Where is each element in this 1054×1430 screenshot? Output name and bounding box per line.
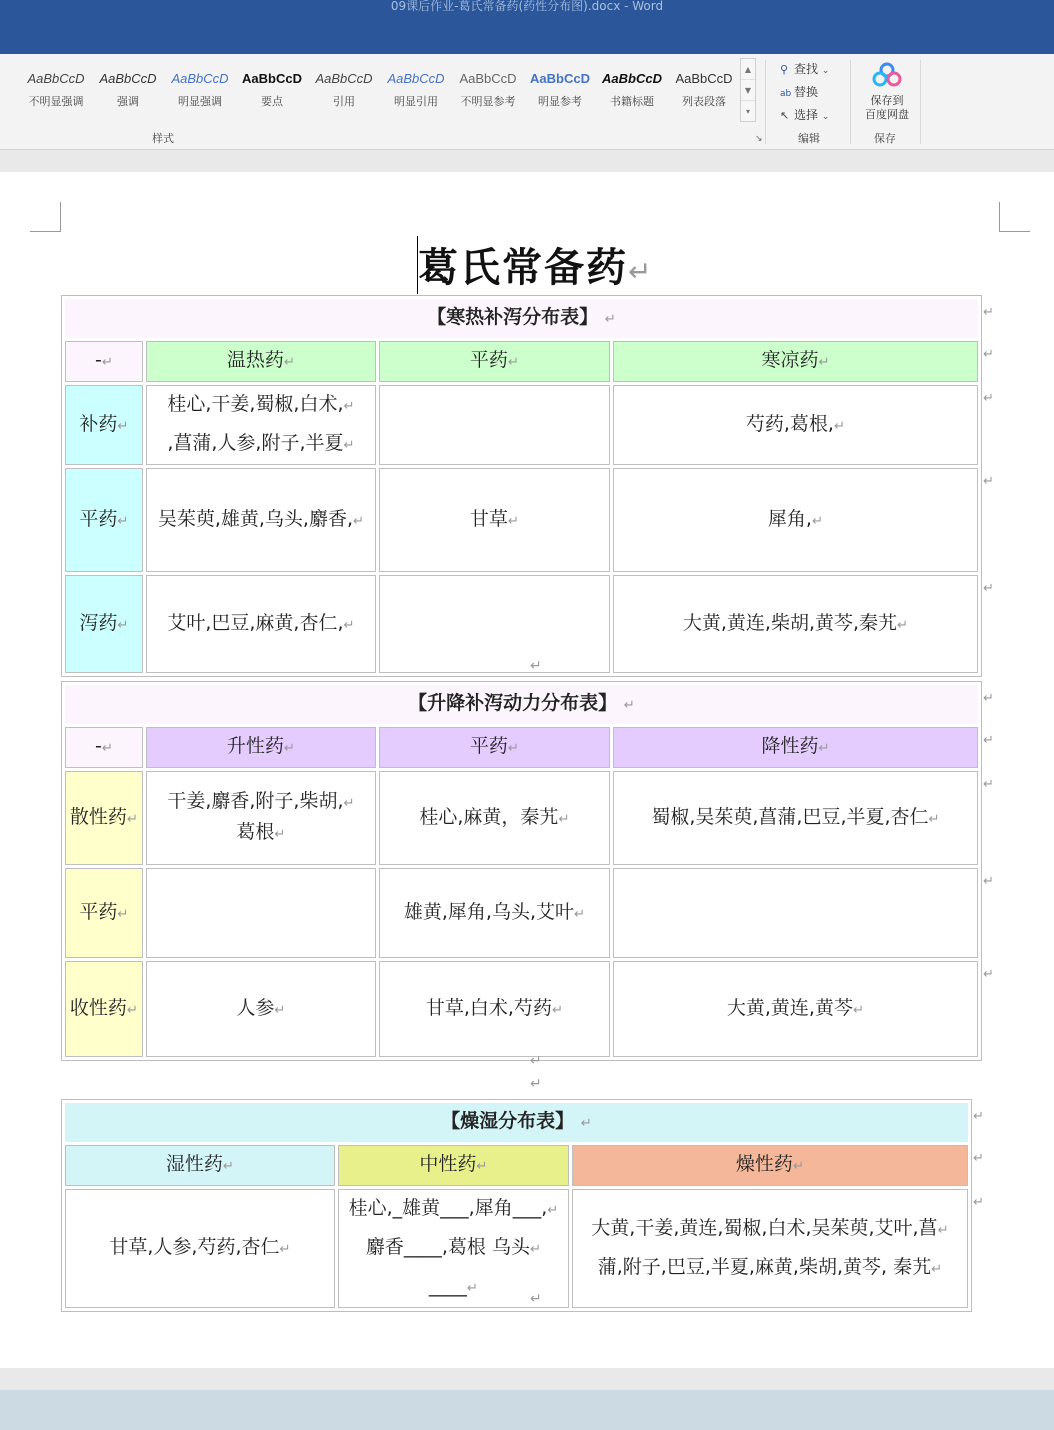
cell-mark-icon: ↵ xyxy=(222,1159,235,1174)
style-item[interactable] xyxy=(524,70,596,109)
table-caption xyxy=(65,1103,968,1142)
style-label: 明显引用 xyxy=(394,95,438,108)
style-item[interactable] xyxy=(596,70,668,109)
paragraph-mark-icon: ↵ xyxy=(530,1291,542,1307)
row-label-cell[interactable] xyxy=(65,575,143,673)
table-caption-text: 【升降补泻动力分布表】 xyxy=(408,692,618,714)
cell-text: 大黄,黄连,黄芩 xyxy=(726,996,853,1019)
style-label: 列表段落 xyxy=(682,95,726,108)
cell-mark-icon: ↵ xyxy=(353,513,365,529)
header-cell[interactable] xyxy=(379,341,610,382)
cell-text: 甘草,白术,芍药 xyxy=(425,996,552,1019)
row-end-mark-icon: ↵ xyxy=(973,1151,984,1166)
cell-mark-icon: ↵ xyxy=(126,1002,139,1018)
cell-mark-icon: ↵ xyxy=(507,741,520,756)
cell-text: 艾叶,巴豆,麻黄,杏仁, xyxy=(167,611,344,634)
cell-mark-icon: ↵ xyxy=(818,355,830,370)
select-label: 选择 xyxy=(794,108,819,122)
row-end-mark-icon: ↵ xyxy=(983,967,994,982)
cell-text: 吴茱萸,雄黄,乌头,麝香, xyxy=(157,507,353,530)
table-cell[interactable] xyxy=(613,468,978,572)
table-row xyxy=(65,961,978,1057)
cell-line: 蒲,附子,巴豆,半夏,麻黄,柴胡,黄芩, 秦艽↵ xyxy=(597,1255,943,1278)
style-item[interactable] xyxy=(236,70,308,109)
table-row xyxy=(65,385,978,465)
header-text: 平药 xyxy=(469,735,508,757)
style-label: 明显强调 xyxy=(178,95,222,108)
style-label: 不明显强调 xyxy=(28,95,84,108)
cell-mark-icon: ↵ xyxy=(274,1002,286,1018)
table-cell[interactable] xyxy=(146,868,376,958)
table-caption xyxy=(65,299,978,338)
cell-mark-icon: ↵ xyxy=(507,513,520,529)
style-item[interactable] xyxy=(164,70,236,109)
table-cell[interactable] xyxy=(613,575,978,673)
header-text: 平药 xyxy=(469,349,508,371)
gallery-more-icon[interactable]: ▾ xyxy=(745,107,750,116)
cell-mark-icon: ↵ xyxy=(811,513,824,529)
save-label-1: 保存到 xyxy=(870,94,904,107)
style-label: 强调 xyxy=(117,95,139,108)
search-icon: ⚲ xyxy=(780,63,789,76)
row-label-cell[interactable] xyxy=(65,868,143,958)
styles-dialog-launcher-icon[interactable]: ↘ xyxy=(755,134,763,144)
paragraph-mark-icon: ↵ xyxy=(343,399,355,414)
cell-mark-icon: ↵ xyxy=(279,1242,291,1257)
cell-mark-icon: ↵ xyxy=(117,513,129,529)
cell-mark-icon: ↵ xyxy=(117,418,129,434)
table-row xyxy=(65,575,978,673)
paragraph-mark-icon: ↵ xyxy=(530,1053,542,1069)
header-text: 湿性药 xyxy=(165,1153,223,1175)
style-item[interactable] xyxy=(380,70,452,109)
dry-wet-table[interactable] xyxy=(61,1099,972,1312)
cell-mark-icon: ↵ xyxy=(897,617,909,633)
cell-text: 甘草,人参,芍药,杏仁 xyxy=(109,1236,280,1258)
replace-button[interactable] xyxy=(780,83,818,100)
table-row xyxy=(65,868,978,958)
style-label: 引用 xyxy=(333,95,355,108)
chevron-down-icon: ⌄ xyxy=(821,66,830,76)
table-corner-cell[interactable] xyxy=(65,727,143,768)
cell-mark-icon: ↵ xyxy=(283,355,296,370)
style-item[interactable] xyxy=(20,70,92,109)
cell-mark-icon: ↵ xyxy=(117,617,129,633)
cell-text: 大黄,黄连,柴胡,黄芩,秦艽 xyxy=(682,611,898,634)
header-text: 寒凉药 xyxy=(761,349,819,371)
table-row xyxy=(65,771,978,865)
paragraph-mark-icon: ↵ xyxy=(628,255,654,288)
table-cell[interactable] xyxy=(379,961,610,1057)
cell-mark-icon: ↵ xyxy=(101,741,113,756)
find-label: 查找 xyxy=(794,62,819,76)
cell-mark-icon: ↵ xyxy=(580,1116,592,1131)
ribbon xyxy=(0,54,1054,150)
document-title[interactable] xyxy=(418,236,653,293)
cell-text xyxy=(575,1210,965,1288)
cursor-arrow-icon: ↖ xyxy=(780,109,790,122)
row-end-mark-icon: ↵ xyxy=(973,1109,984,1124)
cell-text xyxy=(149,787,373,849)
style-sample: AaBbCcD xyxy=(242,71,302,86)
window-title: 09课后作业-葛氏常备药(药性分布图).docx - Word xyxy=(390,0,664,13)
table-cell[interactable] xyxy=(613,385,978,465)
cell-line: 大黄,干姜,黄连,蜀椒,白术,吴茱萸,艾叶,菖↵ xyxy=(591,1216,949,1239)
cell-mark-icon: ↵ xyxy=(283,741,296,756)
paragraph-mark-icon: ↵ xyxy=(529,1242,542,1257)
margin-corner-mark xyxy=(999,202,1030,232)
row-end-mark-icon: ↵ xyxy=(983,777,994,792)
row-label-text: 补药 xyxy=(79,412,118,435)
header-cell[interactable] xyxy=(65,1145,335,1186)
header-cell[interactable] xyxy=(338,1145,569,1186)
table-corner-cell[interactable] xyxy=(65,341,143,382)
style-sample: AaBbCcD xyxy=(315,71,373,86)
table-cell[interactable] xyxy=(146,468,376,572)
table-cell[interactable] xyxy=(613,961,978,1057)
cell-mark-icon: ↵ xyxy=(551,1002,564,1018)
style-label: 要点 xyxy=(261,95,283,108)
ribbon-separator xyxy=(920,60,921,144)
row-end-mark-icon: ↵ xyxy=(983,474,994,489)
row-label-text: 散性药 xyxy=(69,805,127,828)
cell-mark-icon: ↵ xyxy=(558,811,570,827)
row-label-cell[interactable] xyxy=(65,961,143,1057)
cell-line: ____↵ xyxy=(428,1275,479,1297)
table-cell[interactable] xyxy=(146,961,376,1057)
row-end-mark-icon: ↵ xyxy=(983,874,994,889)
table-cell[interactable] xyxy=(613,771,978,865)
header-cell[interactable] xyxy=(613,341,978,382)
table-cell[interactable] xyxy=(65,1189,335,1308)
cell-mark-icon: ↵ xyxy=(507,355,520,370)
paragraph-mark-icon: ↵ xyxy=(530,1076,542,1092)
cell-line: 麝香____,葛根 乌头↵ xyxy=(365,1236,542,1258)
row-label-text: 泻药 xyxy=(79,611,118,634)
cell-text xyxy=(341,1190,566,1307)
cell-text: 犀角, xyxy=(767,507,812,530)
table-cell[interactable] xyxy=(379,575,610,673)
row-end-mark-icon: ↵ xyxy=(983,581,994,596)
paragraph-mark-icon: ↵ xyxy=(931,1261,943,1277)
baidu-netdisk-icon[interactable] xyxy=(872,62,902,88)
edit-group-label: 编辑 xyxy=(798,132,820,145)
cell-line: ,菖蒲,人参,附子,半夏↵ xyxy=(167,432,355,454)
table-cell[interactable] xyxy=(572,1189,968,1308)
table-cell[interactable] xyxy=(379,468,610,572)
cell-text: 人参 xyxy=(236,996,275,1019)
cell-line: 桂心,干姜,蜀椒,白术,↵ xyxy=(167,393,355,415)
header-cell[interactable] xyxy=(146,341,376,382)
row-label-text: 平药 xyxy=(79,900,118,923)
table-header-row xyxy=(65,341,978,382)
table-header-row xyxy=(65,727,978,768)
save-group-label: 保存 xyxy=(874,132,896,145)
row-end-mark-icon: ↵ xyxy=(983,733,994,748)
cell-mark-icon: ↵ xyxy=(852,1002,865,1018)
table-cell[interactable] xyxy=(613,868,978,958)
style-label: 不明显参考 xyxy=(460,95,516,108)
cell-text xyxy=(149,386,373,464)
header-text: 中性药 xyxy=(419,1153,477,1175)
cell-line: 桂心,_雄黄___,犀角___,↵ xyxy=(348,1197,559,1219)
find-button[interactable] xyxy=(780,60,829,77)
table-cell[interactable] xyxy=(379,868,610,958)
select-button[interactable] xyxy=(780,106,829,123)
style-sample: AaBbCcD xyxy=(171,71,229,86)
header-cell[interactable] xyxy=(379,727,610,768)
rise-fall-table[interactable] xyxy=(61,681,982,1061)
cell-mark-icon: ↵ xyxy=(818,741,830,756)
row-label-cell[interactable] xyxy=(65,771,143,865)
cell-text: 雄黄,犀角,乌头,艾叶 xyxy=(403,900,574,923)
row-label-text: 收性药 xyxy=(69,996,127,1019)
gallery-down-icon[interactable]: ▼ xyxy=(741,80,755,101)
row-end-mark-icon: ↵ xyxy=(983,305,994,320)
row-end-mark-icon: ↵ xyxy=(973,1195,984,1210)
gallery-up-icon[interactable]: ▲ xyxy=(741,59,755,80)
save-label-2: 百度网盘 xyxy=(865,108,909,121)
chevron-down-icon: ⌄ xyxy=(821,112,830,122)
cell-mark-icon: ↵ xyxy=(117,906,129,922)
cold-hot-table[interactable] xyxy=(61,295,982,677)
cell-text: 甘草 xyxy=(469,507,508,530)
cell-mark-icon: ↵ xyxy=(573,906,586,922)
paragraph-mark-icon: ↵ xyxy=(530,658,542,674)
title-bar xyxy=(0,0,1054,54)
row-end-mark-icon: ↵ xyxy=(983,391,994,406)
cell-mark-icon: ↵ xyxy=(126,811,139,827)
table-caption xyxy=(65,685,978,724)
style-sample: AaBbCcD xyxy=(602,71,662,86)
corner-text: - xyxy=(94,735,102,757)
style-item[interactable] xyxy=(452,70,524,109)
cell-mark-icon: ↵ xyxy=(623,698,635,713)
style-item[interactable] xyxy=(668,70,740,109)
style-label: 明显参考 xyxy=(538,95,582,108)
style-label: 书籍标题 xyxy=(610,95,654,108)
cell-line: 干姜,麝香,附子,柴胡,↵ xyxy=(167,790,355,812)
margin-corner-mark xyxy=(30,202,61,232)
row-label-cell[interactable] xyxy=(65,385,143,465)
paragraph-mark-icon: ↵ xyxy=(937,1222,949,1238)
header-text: 降性药 xyxy=(761,735,819,757)
ribbon-separator xyxy=(850,60,851,144)
cell-line: 葛根↵ xyxy=(236,821,286,843)
styles-group-label: 样式 xyxy=(152,132,174,145)
cell-text: 芍药,葛根, xyxy=(745,412,834,435)
replace-label: 替换 xyxy=(794,85,819,99)
table-row xyxy=(65,468,978,572)
cell-mark-icon: ↵ xyxy=(604,312,616,327)
style-sample: AaBbCcD xyxy=(459,71,517,86)
style-sample: AaBbCcD xyxy=(387,71,445,86)
header-text: 升性药 xyxy=(226,735,284,757)
cell-mark-icon: ↵ xyxy=(792,1159,805,1174)
table-cell[interactable] xyxy=(146,575,376,673)
cell-text: 桂心,麻黄，秦艽 xyxy=(419,805,559,828)
replace-icon: ab xyxy=(780,89,792,99)
table-caption-text: 【燥湿分布表】 xyxy=(441,1110,575,1132)
paragraph-mark-icon: ↵ xyxy=(547,1203,559,1218)
row-end-mark-icon: ↵ xyxy=(983,347,994,362)
cell-mark-icon: ↵ xyxy=(343,617,355,633)
cell-mark-icon: ↵ xyxy=(928,811,940,827)
save-to-baidu-button[interactable] xyxy=(858,94,916,122)
ribbon-separator xyxy=(765,60,766,144)
table-header-row xyxy=(65,1145,968,1186)
header-text: 燥性药 xyxy=(735,1153,793,1175)
paragraph-mark-icon: ↵ xyxy=(343,796,355,811)
styles-gallery-scroll[interactable] xyxy=(740,58,756,122)
table-cell[interactable] xyxy=(379,385,610,465)
header-cell[interactable] xyxy=(613,727,978,768)
style-sample: AaBbCcD xyxy=(99,71,157,86)
style-item[interactable] xyxy=(92,70,164,109)
cell-text: 蜀椒,吴茱萸,菖蒲,巴豆,半夏,杏仁 xyxy=(651,805,929,828)
paragraph-mark-icon: ↵ xyxy=(343,438,355,453)
cell-mark-icon: ↵ xyxy=(476,1159,488,1174)
table-row xyxy=(65,1189,968,1308)
header-cell[interactable] xyxy=(146,727,376,768)
paragraph-mark-icon: ↵ xyxy=(466,1281,479,1296)
status-bar xyxy=(0,1390,1054,1430)
cell-mark-icon: ↵ xyxy=(833,418,846,434)
row-end-mark-icon: ↵ xyxy=(983,691,994,706)
table-cell[interactable] xyxy=(146,385,376,465)
table-caption-text: 【寒热补泻分布表】 xyxy=(427,306,599,328)
paragraph-mark-icon: ↵ xyxy=(274,827,286,842)
style-item[interactable] xyxy=(308,70,380,109)
document-title-text: 葛氏常备药 xyxy=(418,245,628,291)
cell-mark-icon: ↵ xyxy=(101,355,113,370)
header-text: 温热药 xyxy=(226,349,284,371)
row-label-cell[interactable] xyxy=(65,468,143,572)
corner-text: - xyxy=(94,349,102,371)
table-cell[interactable] xyxy=(379,771,610,865)
table-cell[interactable] xyxy=(146,771,376,865)
row-label-text: 平药 xyxy=(79,507,118,530)
style-sample: AaBbCcD xyxy=(27,71,85,86)
header-cell[interactable] xyxy=(572,1145,968,1186)
style-sample: AaBbCcD xyxy=(675,71,733,86)
style-sample: AaBbCcD xyxy=(530,71,590,86)
